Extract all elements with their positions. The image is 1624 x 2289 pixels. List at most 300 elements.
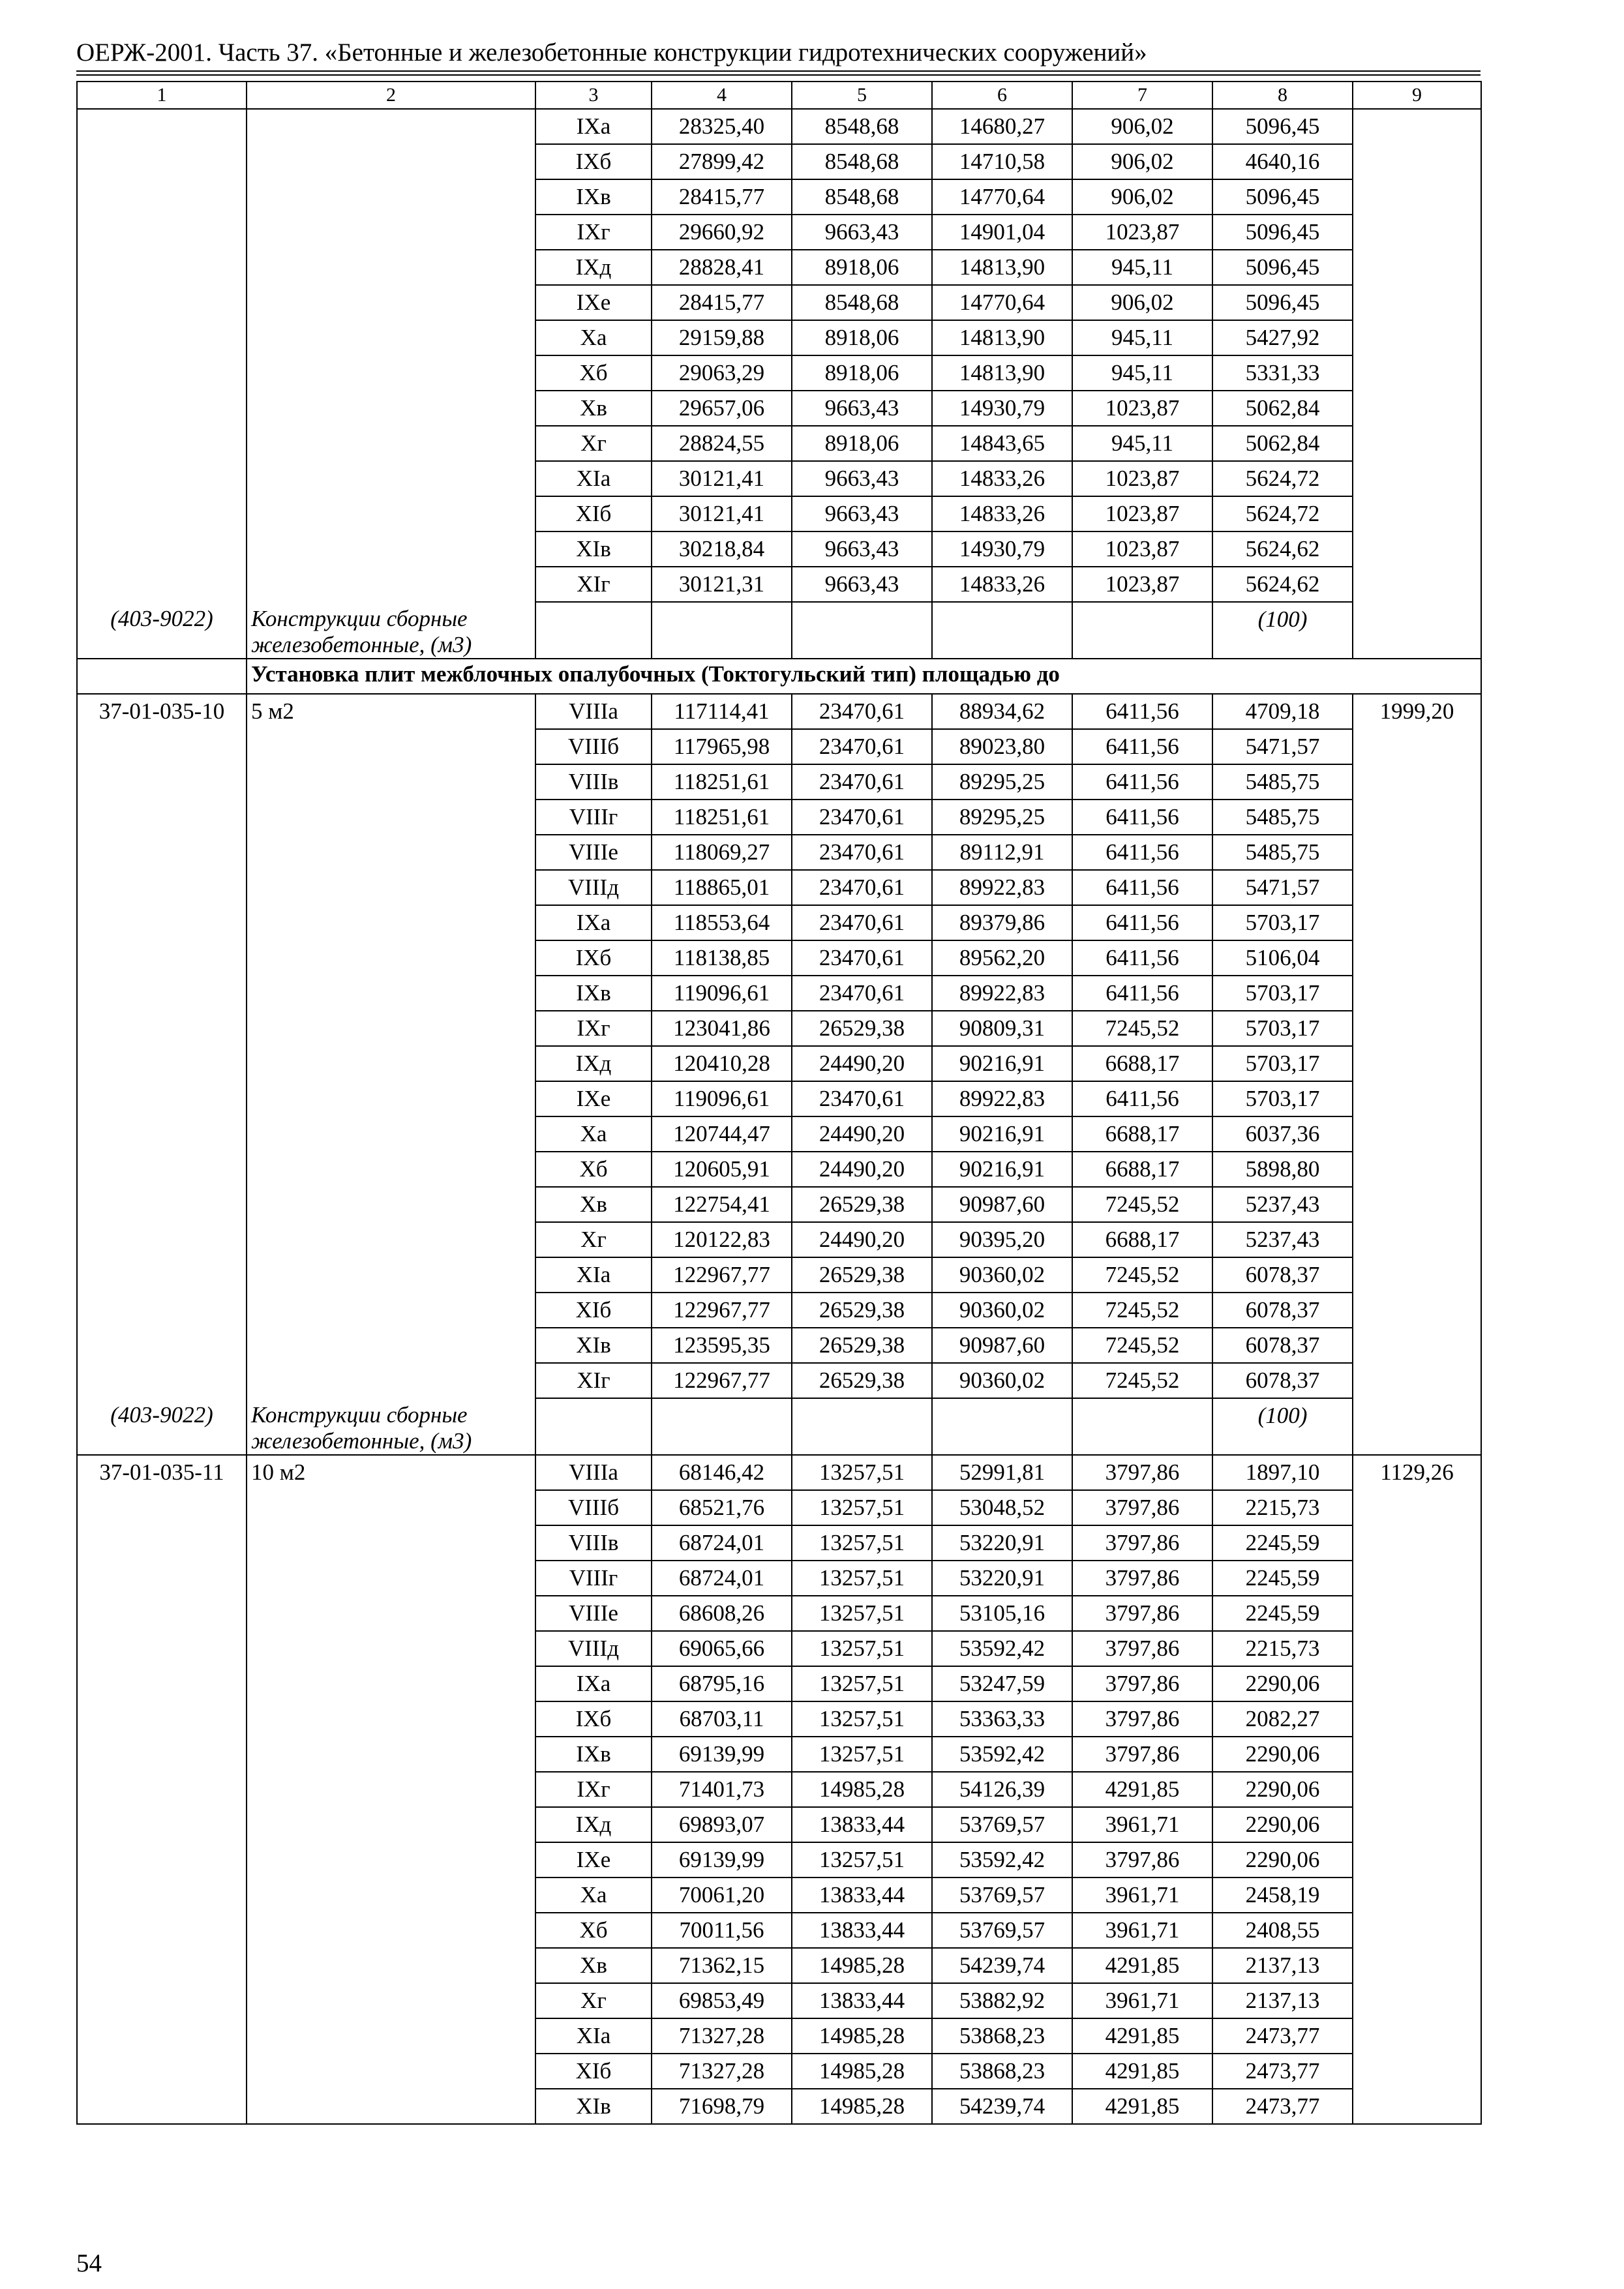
labor-cost-cell <box>1353 1807 1481 1842</box>
labor-cost-cell <box>1353 461 1481 496</box>
machinist-wages-cell: 3797,86 <box>1072 1737 1212 1772</box>
machinist-wages-cell: 906,02 <box>1072 285 1212 320</box>
rate-code <box>77 1772 247 1807</box>
materials-cell: 2215,73 <box>1212 1490 1353 1525</box>
resource-quantity: (100) <box>1212 1398 1353 1455</box>
labor-cost-cell <box>1353 1490 1481 1525</box>
rate-code <box>77 1328 247 1363</box>
wages-cell: 8548,68 <box>792 109 932 144</box>
column-number: 1 <box>77 82 247 109</box>
table-row <box>77 764 1481 800</box>
machinist-wages-cell: 906,02 <box>1072 179 1212 215</box>
zone-cell: VIIIв <box>535 1525 652 1561</box>
table-row <box>77 1666 1481 1701</box>
materials-cell: 5485,75 <box>1212 764 1353 800</box>
table-row <box>77 1293 1481 1328</box>
resource-name <box>247 1398 535 1455</box>
zone-cell: ХIб <box>535 2054 652 2089</box>
zone-cell: IХг <box>535 215 652 250</box>
materials-cell: 5703,17 <box>1212 976 1353 1011</box>
wages-cell: 24490,20 <box>792 1222 932 1257</box>
labor-cost-cell <box>1353 905 1481 940</box>
machinist-wages-cell: 1023,87 <box>1072 531 1212 567</box>
zone-cell: IХа <box>535 1666 652 1701</box>
work-name <box>247 1116 535 1152</box>
resource-note-row <box>77 1398 1481 1455</box>
wages-cell: 9663,43 <box>792 531 932 567</box>
zone-cell: Хб <box>535 355 652 391</box>
machinist-wages-cell: 3797,86 <box>1072 1666 1212 1701</box>
labor-cost-cell <box>1353 870 1481 905</box>
work-name <box>247 835 535 870</box>
zone-cell: ХIв <box>535 1328 652 1363</box>
empty-cell <box>77 659 247 694</box>
resource-name-line1: Конструкции сборные <box>251 1402 468 1428</box>
rate-code <box>77 1948 247 1983</box>
total-cost-cell: 117965,98 <box>652 729 792 764</box>
zone-cell: VIIIа <box>535 694 652 729</box>
labor-cost-cell <box>1353 1878 1481 1913</box>
materials-cell: 2082,27 <box>1212 1701 1353 1737</box>
zone-cell: IХе <box>535 1081 652 1116</box>
column-number: 5 <box>792 82 932 109</box>
table-row <box>77 1081 1481 1116</box>
work-name <box>247 391 535 426</box>
total-cost-cell: 122967,77 <box>652 1257 792 1293</box>
rate-code <box>77 764 247 800</box>
table-row <box>77 835 1481 870</box>
header-rule <box>76 74 1481 76</box>
materials-cell: 2408,55 <box>1212 1913 1353 1948</box>
materials-cell: 5485,75 <box>1212 835 1353 870</box>
work-name <box>247 2089 535 2124</box>
total-cost-cell: 117114,41 <box>652 694 792 729</box>
work-name <box>247 144 535 179</box>
total-cost-cell: 69853,49 <box>652 1983 792 2018</box>
materials-cell: 5331,33 <box>1212 355 1353 391</box>
table-row <box>77 1807 1481 1842</box>
empty-cell <box>535 602 652 659</box>
labor-cost-cell <box>1353 2054 1481 2089</box>
column-number-row <box>77 82 1481 109</box>
zone-cell: Хг <box>535 426 652 461</box>
labor-cost-cell <box>1353 1913 1481 1948</box>
wages-cell: 9663,43 <box>792 215 932 250</box>
work-name <box>247 461 535 496</box>
work-name <box>247 1187 535 1222</box>
work-name <box>247 1363 535 1398</box>
wages-cell: 8918,06 <box>792 250 932 285</box>
rate-code <box>77 109 247 144</box>
wages-cell: 9663,43 <box>792 461 932 496</box>
labor-cost-cell <box>1353 764 1481 800</box>
work-name <box>247 1011 535 1046</box>
zone-cell: Ха <box>535 1116 652 1152</box>
total-cost-cell: 30218,84 <box>652 531 792 567</box>
work-name <box>247 215 535 250</box>
machines-cell: 54126,39 <box>932 1772 1072 1807</box>
total-cost-cell: 68703,11 <box>652 1701 792 1737</box>
machines-cell: 53105,16 <box>932 1596 1072 1631</box>
materials-cell: 5703,17 <box>1212 1011 1353 1046</box>
machines-cell: 14813,90 <box>932 250 1072 285</box>
wages-cell: 14985,28 <box>792 1948 932 1983</box>
resource-code: (403-9022) <box>77 602 247 659</box>
materials-cell: 5237,43 <box>1212 1222 1353 1257</box>
machines-cell: 90360,02 <box>932 1257 1072 1293</box>
wages-cell: 13257,51 <box>792 1666 932 1701</box>
labor-cost-cell <box>1353 1948 1481 1983</box>
total-cost-cell: 68724,01 <box>652 1525 792 1561</box>
table-row <box>77 2054 1481 2089</box>
rate-code <box>77 976 247 1011</box>
machinist-wages-cell: 1023,87 <box>1072 391 1212 426</box>
machinist-wages-cell: 3797,86 <box>1072 1525 1212 1561</box>
total-cost-cell: 122754,41 <box>652 1187 792 1222</box>
machines-cell: 53769,57 <box>932 1913 1072 1948</box>
zone-cell: IХе <box>535 1842 652 1878</box>
total-cost-cell: 118251,61 <box>652 800 792 835</box>
materials-cell: 2137,13 <box>1212 1948 1353 1983</box>
work-name <box>247 1666 535 1701</box>
zone-cell: IХд <box>535 1807 652 1842</box>
table-row <box>77 1561 1481 1596</box>
materials-cell: 5096,45 <box>1212 179 1353 215</box>
machines-cell: 53220,91 <box>932 1525 1072 1561</box>
total-cost-cell: 71327,28 <box>652 2054 792 2089</box>
rate-code <box>77 1293 247 1328</box>
materials-cell: 5096,45 <box>1212 285 1353 320</box>
machines-cell: 14770,64 <box>932 285 1072 320</box>
work-name: 5 м2 <box>247 694 535 729</box>
empty-cell <box>1072 602 1212 659</box>
zone-cell: IХг <box>535 1772 652 1807</box>
wages-cell: 26529,38 <box>792 1293 932 1328</box>
table-row <box>77 1948 1481 1983</box>
wages-cell: 23470,61 <box>792 835 932 870</box>
machinist-wages-cell: 6688,17 <box>1072 1046 1212 1081</box>
wages-cell: 13833,44 <box>792 1983 932 2018</box>
machines-cell: 53048,52 <box>932 1490 1072 1525</box>
work-name <box>247 1293 535 1328</box>
machines-cell: 14930,79 <box>932 531 1072 567</box>
wages-cell: 13257,51 <box>792 1701 932 1737</box>
table-row <box>77 1913 1481 1948</box>
zone-cell: ХIа <box>535 1257 652 1293</box>
machinist-wages-cell: 945,11 <box>1072 320 1212 355</box>
zone-cell: IХд <box>535 1046 652 1081</box>
machinist-wages-cell: 3797,86 <box>1072 1490 1212 1525</box>
materials-cell: 2290,06 <box>1212 1666 1353 1701</box>
work-name <box>247 1948 535 1983</box>
materials-cell: 5062,84 <box>1212 426 1353 461</box>
materials-cell: 6078,37 <box>1212 1257 1353 1293</box>
wages-cell: 24490,20 <box>792 1116 932 1152</box>
machines-cell: 89023,80 <box>932 729 1072 764</box>
machinist-wages-cell: 3961,71 <box>1072 1983 1212 2018</box>
zone-cell: IХв <box>535 1737 652 1772</box>
zone-cell: ХIв <box>535 531 652 567</box>
materials-cell: 6078,37 <box>1212 1363 1353 1398</box>
table-row <box>77 567 1481 602</box>
machinist-wages-cell: 3797,86 <box>1072 1701 1212 1737</box>
work-name <box>247 1561 535 1596</box>
labor-cost-cell <box>1353 1293 1481 1328</box>
machines-cell: 52991,81 <box>932 1455 1072 1490</box>
zone-cell: VIIIа <box>535 1455 652 1490</box>
total-cost-cell: 120410,28 <box>652 1046 792 1081</box>
rate-code <box>77 250 247 285</box>
machinist-wages-cell: 4291,85 <box>1072 2018 1212 2054</box>
materials-cell: 5703,17 <box>1212 905 1353 940</box>
machinist-wages-cell: 906,02 <box>1072 109 1212 144</box>
total-cost-cell: 29063,29 <box>652 355 792 391</box>
table-row <box>77 1701 1481 1737</box>
machines-cell: 90395,20 <box>932 1222 1072 1257</box>
machinist-wages-cell: 945,11 <box>1072 426 1212 461</box>
machinist-wages-cell: 6411,56 <box>1072 1081 1212 1116</box>
table-row <box>77 496 1481 531</box>
labor-cost-cell <box>1353 1187 1481 1222</box>
machines-cell: 54239,74 <box>932 1948 1072 1983</box>
total-cost-cell: 30121,41 <box>652 496 792 531</box>
rate-code <box>77 1701 247 1737</box>
machinist-wages-cell: 6688,17 <box>1072 1222 1212 1257</box>
empty-cell <box>932 602 1072 659</box>
column-number: 4 <box>652 82 792 109</box>
table-row <box>77 426 1481 461</box>
wages-cell: 8548,68 <box>792 285 932 320</box>
total-cost-cell: 68608,26 <box>652 1596 792 1631</box>
resource-note-row <box>77 602 1481 659</box>
work-name <box>247 1596 535 1631</box>
table-row <box>77 250 1481 285</box>
machinist-wages-cell: 3797,86 <box>1072 1596 1212 1631</box>
work-name <box>247 1737 535 1772</box>
labor-cost-cell <box>1353 1525 1481 1561</box>
wages-cell: 14985,28 <box>792 2089 932 2124</box>
empty-cell <box>652 602 792 659</box>
table-row <box>77 1257 1481 1293</box>
work-name <box>247 496 535 531</box>
labor-cost-cell <box>1353 109 1481 144</box>
rate-code <box>77 800 247 835</box>
labor-cost-cell <box>1353 1363 1481 1398</box>
rate-code <box>77 391 247 426</box>
machines-cell: 53592,42 <box>932 1631 1072 1666</box>
work-name <box>247 2018 535 2054</box>
materials-cell: 2473,77 <box>1212 2018 1353 2054</box>
machines-cell: 14901,04 <box>932 215 1072 250</box>
machines-cell: 14813,90 <box>932 355 1072 391</box>
table-row <box>77 870 1481 905</box>
labor-cost-cell <box>1353 1596 1481 1631</box>
empty-cell <box>932 1398 1072 1455</box>
work-name <box>247 285 535 320</box>
zone-cell: IХа <box>535 109 652 144</box>
labor-cost-cell <box>1353 1737 1481 1772</box>
rate-code <box>77 531 247 567</box>
machinist-wages-cell: 4291,85 <box>1072 2089 1212 2124</box>
total-cost-cell: 30121,31 <box>652 567 792 602</box>
work-name <box>247 1525 535 1561</box>
machines-cell: 14833,26 <box>932 496 1072 531</box>
total-cost-cell: 28824,55 <box>652 426 792 461</box>
work-name <box>247 1842 535 1878</box>
resource-name-line2: железобетонные, (м3) <box>251 1428 472 1454</box>
labor-cost-cell: 1999,20 <box>1353 694 1481 729</box>
machinist-wages-cell: 6411,56 <box>1072 835 1212 870</box>
work-name <box>247 729 535 764</box>
zone-cell: IХа <box>535 905 652 940</box>
wages-cell: 13257,51 <box>792 1631 932 1666</box>
column-number: 7 <box>1072 82 1212 109</box>
materials-cell: 5485,75 <box>1212 800 1353 835</box>
machines-cell: 14813,90 <box>932 320 1072 355</box>
machines-cell: 14710,58 <box>932 144 1072 179</box>
rate-code <box>77 1913 247 1948</box>
machines-cell: 89922,83 <box>932 1081 1072 1116</box>
machines-cell: 53769,57 <box>932 1807 1072 1842</box>
wages-cell: 26529,38 <box>792 1257 932 1293</box>
rate-code <box>77 940 247 976</box>
resource-name <box>247 602 535 659</box>
total-cost-cell: 120122,83 <box>652 1222 792 1257</box>
total-cost-cell: 69893,07 <box>652 1807 792 1842</box>
total-cost-cell: 71362,15 <box>652 1948 792 1983</box>
table-row <box>77 2018 1481 2054</box>
total-cost-cell: 118069,27 <box>652 835 792 870</box>
work-name <box>247 1257 535 1293</box>
machinist-wages-cell: 3961,71 <box>1072 1878 1212 1913</box>
zone-cell: Хв <box>535 1187 652 1222</box>
machines-cell: 89295,25 <box>932 764 1072 800</box>
rate-code <box>77 426 247 461</box>
resource-name-line1: Конструкции сборные <box>251 606 468 631</box>
table-row <box>77 109 1481 144</box>
machinist-wages-cell: 6411,56 <box>1072 870 1212 905</box>
work-name <box>247 764 535 800</box>
zone-cell: Хв <box>535 391 652 426</box>
machinist-wages-cell: 6411,56 <box>1072 764 1212 800</box>
work-name <box>247 1772 535 1807</box>
machinist-wages-cell: 3961,71 <box>1072 1807 1212 1842</box>
table-row <box>77 355 1481 391</box>
work-name <box>247 1152 535 1187</box>
materials-cell: 2290,06 <box>1212 1842 1353 1878</box>
zone-cell: ХIг <box>535 567 652 602</box>
zone-cell: VIIIг <box>535 800 652 835</box>
machinist-wages-cell: 906,02 <box>1072 144 1212 179</box>
machines-cell: 89112,91 <box>932 835 1072 870</box>
labor-cost-cell <box>1353 800 1481 835</box>
materials-cell: 5471,57 <box>1212 870 1353 905</box>
total-cost-cell: 28415,77 <box>652 179 792 215</box>
machinist-wages-cell: 6688,17 <box>1072 1152 1212 1187</box>
work-name <box>247 2054 535 2089</box>
total-cost-cell: 70061,20 <box>652 1878 792 1913</box>
rate-code <box>77 835 247 870</box>
zone-cell: IХд <box>535 250 652 285</box>
rate-code: 37-01-035-11 <box>77 1455 247 1490</box>
labor-cost-cell <box>1353 215 1481 250</box>
wages-cell: 26529,38 <box>792 1328 932 1363</box>
wages-cell: 13833,44 <box>792 1878 932 1913</box>
machines-cell: 14930,79 <box>932 391 1072 426</box>
materials-cell: 2290,06 <box>1212 1807 1353 1842</box>
labor-cost-cell <box>1353 1666 1481 1701</box>
wages-cell: 8918,06 <box>792 355 932 391</box>
work-name <box>247 976 535 1011</box>
work-name <box>247 870 535 905</box>
zone-cell: ХIа <box>535 2018 652 2054</box>
wages-cell: 9663,43 <box>792 391 932 426</box>
column-number: 6 <box>932 82 1072 109</box>
table-row <box>77 1490 1481 1525</box>
machinist-wages-cell: 6411,56 <box>1072 905 1212 940</box>
empty-cell <box>792 1398 932 1455</box>
materials-cell: 2473,77 <box>1212 2089 1353 2124</box>
machines-cell: 53363,33 <box>932 1701 1072 1737</box>
wages-cell: 14985,28 <box>792 2054 932 2089</box>
wages-cell: 13257,51 <box>792 1842 932 1878</box>
work-name <box>247 800 535 835</box>
machines-cell: 53220,91 <box>932 1561 1072 1596</box>
materials-cell: 6078,37 <box>1212 1293 1353 1328</box>
wages-cell: 13833,44 <box>792 1807 932 1842</box>
wages-cell: 13257,51 <box>792 1455 932 1490</box>
table-row <box>77 285 1481 320</box>
table-row <box>77 1046 1481 1081</box>
column-number: 3 <box>535 82 652 109</box>
machines-cell: 89562,20 <box>932 940 1072 976</box>
total-cost-cell: 119096,61 <box>652 1081 792 1116</box>
rate-code <box>77 2089 247 2124</box>
machines-cell: 53882,92 <box>932 1983 1072 2018</box>
labor-cost-cell <box>1353 567 1481 602</box>
machines-cell: 88934,62 <box>932 694 1072 729</box>
column-number: 8 <box>1212 82 1353 109</box>
labor-cost-cell <box>1353 426 1481 461</box>
zone-cell: VIIIв <box>535 764 652 800</box>
rate-code <box>77 1187 247 1222</box>
materials-cell: 4640,16 <box>1212 144 1353 179</box>
wages-cell: 9663,43 <box>792 567 932 602</box>
zone-cell: VIIIб <box>535 729 652 764</box>
labor-cost-cell <box>1353 531 1481 567</box>
wages-cell: 13257,51 <box>792 1596 932 1631</box>
empty-cell <box>792 602 932 659</box>
machines-cell: 14770,64 <box>932 179 1072 215</box>
work-name <box>247 1046 535 1081</box>
materials-cell: 2290,06 <box>1212 1737 1353 1772</box>
resource-quantity: (100) <box>1212 602 1353 659</box>
machinist-wages-cell: 6411,56 <box>1072 800 1212 835</box>
total-cost-cell: 68146,42 <box>652 1455 792 1490</box>
work-name <box>247 1081 535 1116</box>
materials-cell: 2245,59 <box>1212 1561 1353 1596</box>
materials-cell: 5106,04 <box>1212 940 1353 976</box>
labor-cost-cell <box>1353 1081 1481 1116</box>
work-name <box>247 940 535 976</box>
wages-cell: 23470,61 <box>792 940 932 976</box>
labor-cost-cell <box>1353 1257 1481 1293</box>
zone-cell: Ха <box>535 1878 652 1913</box>
rate-code <box>77 1878 247 1913</box>
total-cost-cell: 28325,40 <box>652 109 792 144</box>
materials-cell: 2458,19 <box>1212 1878 1353 1913</box>
materials-cell: 2245,59 <box>1212 1525 1353 1561</box>
